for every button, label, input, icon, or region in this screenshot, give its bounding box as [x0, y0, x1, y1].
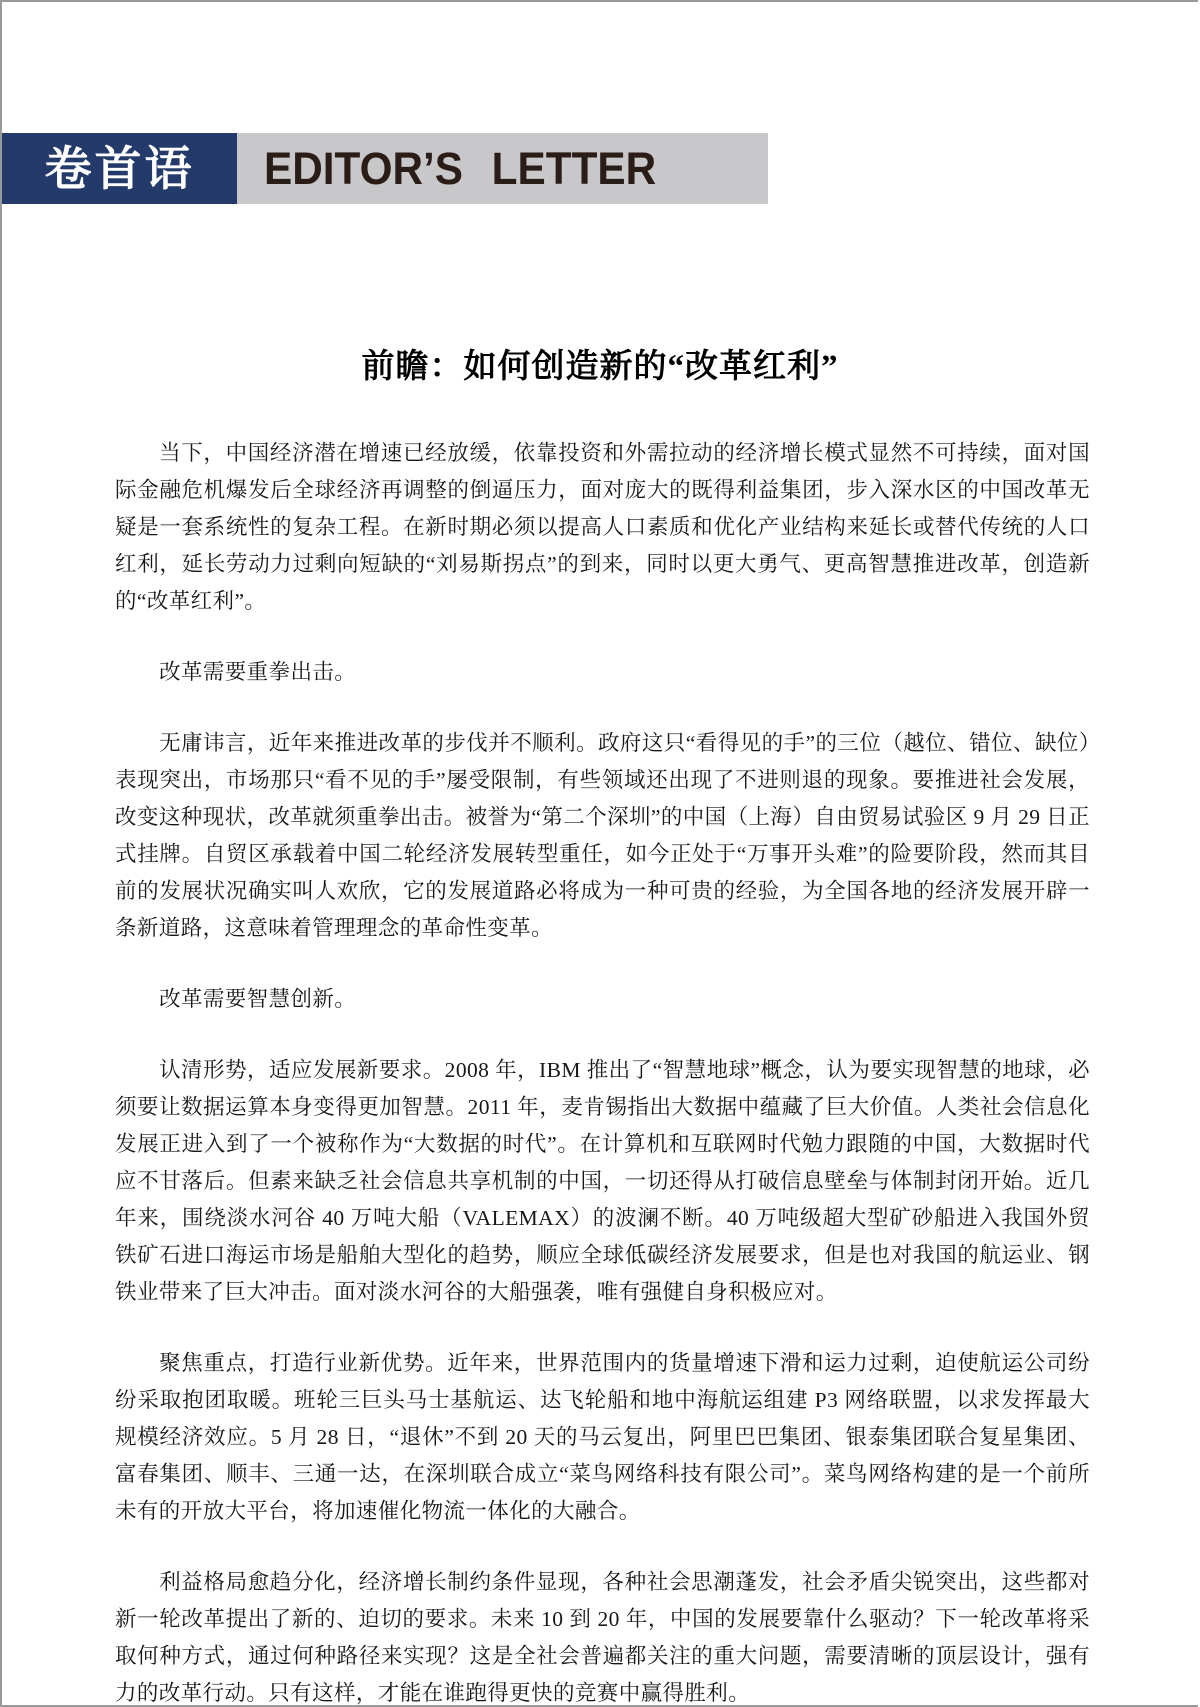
section-title-en: EDITOR’S LETTER	[264, 143, 657, 194]
paragraph-4: 改革需要智慧创新。	[159, 987, 357, 1011]
paragraph-6: 聚焦重点，打造行业新优势。近年来，世界范围内的货量增速下滑和运力过剩，迫使航运公司纷纷采取抱团取暖。班轮三巨头马士基航运、达飞轮船和地中海航运组建 P3 网络联盟，以求发挥最大规模经济效应。5 月 28 日，“退休”不到 20 天的马云复出，阿里巴巴集团、银泰集团联合复星集团、富春集团、顺丰、三通一达，在深圳联合成立“菜鸟网络科技有限公司”。菜鸟网络构建的是一个前所未有的开放大平台，将加速催化物流一体化的大融合。	[115, 1351, 1090, 1523]
paragraph-5: 认清形势，适应发展新要求。2008 年，IBM 推出了“智慧地球”概念，认为要实现智慧的地球，必须要让数据运算本身变得更加智慧。2011 年，麦肯锡指出大数据中蕴藏了巨大价值。人类社会信息化发展正进入到了一个被称作为“大数据的时代”。在计算机和互联网时代勉力跟随的中国，大数据时代应不甘落后。但素来缺乏社会信息共享机制的中国，一切还得从打破信息壁垒与体制封闭开始。近几年来，围绕淡水河谷 40 万吨大船（VALEMAX）的波澜不断。40 万吨级超大型矿砂船进入我国外贸铁矿石进口海运市场是船舶大型化的趋势，顺应全球低碳经济发展要求，但是也对我国的航运业、钢铁业带来了巨大冲击。面对淡水河谷的大船强袭，唯有强健自身积极应对。	[115, 1058, 1090, 1304]
section-title-cn: 卷首语	[44, 142, 195, 195]
article-title: 前瞻：如何创造新的“改革红利”	[361, 349, 839, 385]
article-content	[2, 2, 1198, 1707]
paragraph-1: 当下，中国经济潜在增速已经放缓，依靠投资和外需拉动的经济增长模式显然不可持续，面对国际金融危机爆发后全球经济再调整的倒逼压力，面对庞大的既得利益集团，步入深水区的中国改革无疑是一套系统性的复杂工程。在新时期必须以提高人口素质和优化产业结构来延长或替代传统的人口红利，延长劳动力过剩向短缺的“刘易斯拐点”的到来，同时以更大勇气、更高智慧推进改革，创造新的“改革红利”。	[115, 441, 1090, 613]
article-body	[2, 435, 1198, 1707]
paragraph-7: 利益格局愈趋分化，经济增长制约条件显现，各种社会思潮蓬发，社会矛盾尖锐突出，这些都对新一轮改革提出了新的、迫切的要求。未来 10 到 20 年，中国的发展要靠什么驱动？下一轮改革将采取何种方式，通过何种路径来实现？这是全社会普遍都关注的重大问题，需要清晰的顶层设计，强有力的改革行动。只有这样，才能在谁跑得更快的竞赛中赢得胜利。	[115, 1570, 1090, 1705]
paragraph-2: 改革需要重拳出击。	[159, 660, 357, 684]
paragraph-3: 无庸讳言，近年来推进改革的步伐并不顺利。政府这只“看得见的手”的三位（越位、错位、缺位）表现突出，市场那只“看不见的手”屡受限制，有些领域还出现了不进则退的现象。要推进社会发展，改变这种现状，改革就须重拳出击。被誉为“第二个深圳”的中国（上海）自由贸易试验区 9 月 29 日正式挂牌。自贸区承载着中国二轮经济发展转型重任，如今正处于“万事开头难”的险要阶段，然而其目前的发展状况确实叫人欢欣，它的发展道路必将成为一种可贵的经验，为全国各地的经济发展开辟一条新道路，这意味着管理理念的革命性变革。	[115, 731, 1090, 940]
